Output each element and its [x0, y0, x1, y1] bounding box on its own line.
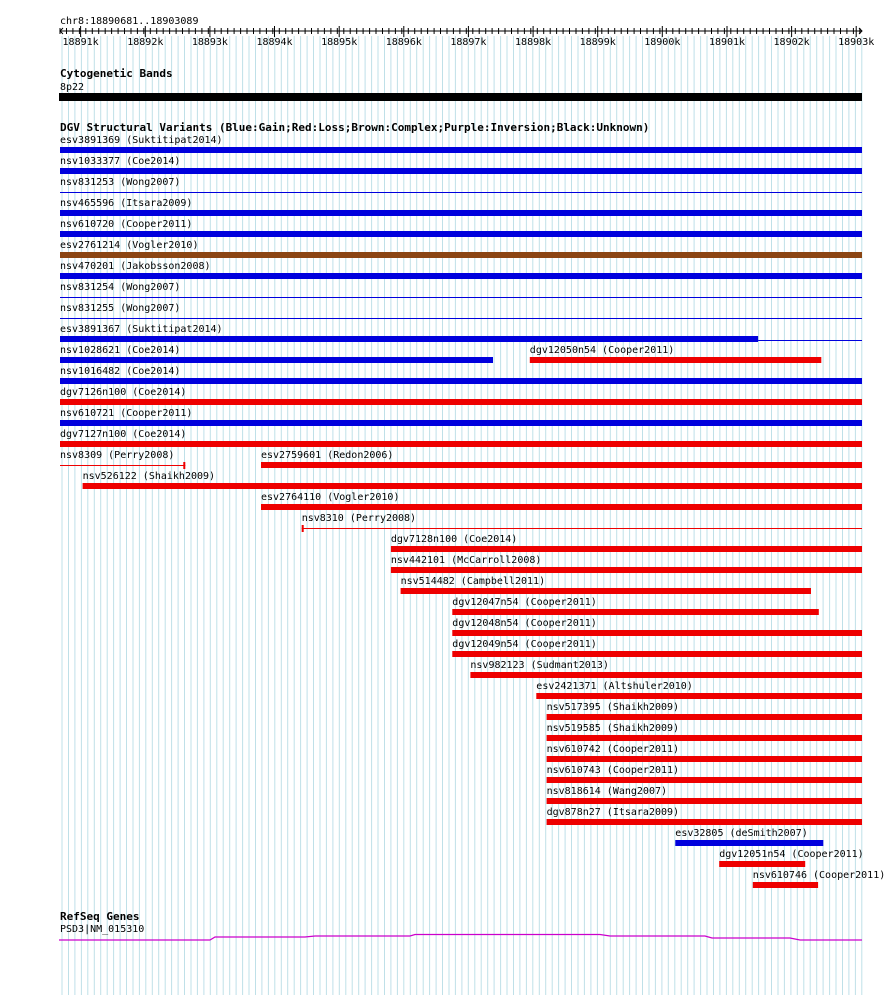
- cytoband-bar[interactable]: [59, 93, 862, 101]
- refseq-gene-line[interactable]: [59, 935, 862, 941]
- variant-bar[interactable]: [547, 735, 862, 741]
- variant-label: nsv519585 (Shaikh2009): [546, 723, 680, 734]
- variant-bar[interactable]: [401, 588, 811, 594]
- variant-label: nsv831255 (Wong2007): [60, 303, 181, 314]
- variant-bar[interactable]: [261, 504, 862, 510]
- variant-label: nsv610742 (Cooper2011): [546, 744, 680, 755]
- variant-bar[interactable]: [60, 357, 493, 363]
- variant-label: nsv831253 (Wong2007): [60, 177, 181, 188]
- variant-bar[interactable]: [719, 861, 805, 867]
- variant-tail-line: [758, 340, 862, 341]
- ruler-tick-label: 18902k: [773, 37, 810, 48]
- variant-label: dgv12047n54 (Cooper2011): [452, 597, 597, 608]
- ruler-tick-label: 18894k: [256, 37, 293, 48]
- ruler-tick-label: 18897k: [450, 37, 487, 48]
- ruler-tick-label: 18901k: [708, 37, 746, 48]
- variant-bar[interactable]: [530, 357, 822, 363]
- variant-label: dgv12049n54 (Cooper2011): [452, 639, 597, 650]
- variant-bar[interactable]: [60, 252, 862, 258]
- variant-label: nsv610746 (Cooper2011): [752, 870, 886, 881]
- variant-bar[interactable]: [60, 273, 862, 279]
- variant-label: dgv7128n100 (Coe2014): [390, 534, 518, 545]
- variant-label: esv2761214 (Vogler2010): [60, 240, 199, 251]
- variant-end-cap: [183, 462, 185, 469]
- variant-bar[interactable]: [547, 819, 862, 825]
- variant-label: nsv1028621 (Coe2014): [60, 345, 181, 356]
- variant-bar[interactable]: [60, 147, 862, 153]
- variant-label: nsv517395 (Shaikh2009): [546, 702, 680, 713]
- variant-bar[interactable]: [60, 441, 862, 447]
- variant-bar[interactable]: [675, 840, 823, 846]
- variant-label: esv2764110 (Vogler2010): [261, 492, 400, 503]
- variant-label: dgv12050n54 (Cooper2011): [529, 345, 675, 356]
- variant-bar[interactable]: [83, 483, 862, 489]
- variant-bar[interactable]: [536, 693, 862, 699]
- variant-label: nsv8310 (Perry2008): [301, 513, 417, 524]
- variant-bar[interactable]: [470, 672, 862, 678]
- variant-bar[interactable]: [391, 546, 862, 552]
- ruler-tick-label: 18893k: [191, 37, 228, 48]
- variant-bar[interactable]: [547, 756, 862, 762]
- variant-bar[interactable]: [60, 399, 862, 405]
- variant-label: nsv610721 (Cooper2011): [60, 408, 193, 419]
- variant-bar[interactable]: [753, 882, 818, 888]
- variant-label: esv32805 (deSmith2007): [675, 828, 808, 839]
- variant-label: dgv878n27 (Itsara2009): [546, 807, 680, 818]
- coordinate-label: chr8:18890681..18903089: [60, 16, 199, 27]
- variant-label: dgv12051n54 (Cooper2011): [719, 849, 864, 860]
- variant-label: nsv610720 (Cooper2011): [60, 219, 193, 230]
- variant-label: esv3891367 (Suktitipat2014): [60, 324, 223, 335]
- variant-label: esv2759601 (Redon2006): [261, 450, 394, 461]
- ruler-tick-label: 18899k: [579, 37, 616, 48]
- variant-label: nsv1016482 (Coe2014): [60, 366, 181, 377]
- variant-line[interactable]: [60, 318, 862, 319]
- variant-label: nsv1033377 (Coe2014): [60, 156, 181, 167]
- variant-bar[interactable]: [391, 567, 862, 573]
- ruler-tick-label: 18892k: [127, 37, 164, 48]
- variant-bar[interactable]: [60, 336, 758, 342]
- variant-bar[interactable]: [60, 210, 862, 216]
- variant-bar[interactable]: [60, 231, 862, 237]
- variant-line[interactable]: [302, 528, 862, 529]
- variant-line[interactable]: [60, 465, 185, 466]
- variant-bar[interactable]: [547, 777, 862, 783]
- variant-bar[interactable]: [60, 420, 862, 426]
- variant-line[interactable]: [60, 297, 862, 298]
- variant-label: dgv7127n100 (Coe2014): [60, 429, 187, 440]
- variant-bar[interactable]: [547, 714, 862, 720]
- variant-label: nsv526122 (Shaikh2009): [82, 471, 216, 482]
- ruler-tick-label: 18903k: [838, 37, 875, 48]
- variant-bar[interactable]: [452, 630, 862, 636]
- variant-bar[interactable]: [60, 378, 862, 384]
- variant-label: dgv12048n54 (Cooper2011): [452, 618, 597, 629]
- variant-bar[interactable]: [60, 168, 862, 174]
- variant-bar[interactable]: [261, 462, 862, 468]
- variant-bar[interactable]: [452, 609, 819, 615]
- variant-label: nsv514482 (Campbell2011): [400, 576, 546, 587]
- variant-bar[interactable]: [547, 798, 862, 804]
- variant-label: nsv465596 (Itsara2009): [60, 198, 193, 209]
- variant-start-cap: [302, 525, 304, 532]
- variant-label: esv2421371 (Altshuler2010): [536, 681, 693, 692]
- cytoband-track-title: Cytogenetic Bands: [60, 67, 173, 80]
- variant-line[interactable]: [60, 192, 862, 193]
- cytoband-label: 8p22: [60, 82, 85, 93]
- variant-bar[interactable]: [452, 651, 862, 657]
- variant-label: nsv610743 (Cooper2011): [546, 765, 680, 776]
- refseq-gene-label: PSD3|NM_015310: [60, 924, 145, 935]
- variant-label: nsv470201 (Jakobsson2008): [60, 261, 211, 272]
- ruler-tick-label: 18898k: [515, 37, 552, 48]
- variant-label: nsv982123 (Sudmant2013): [470, 660, 609, 671]
- variant-label: nsv831254 (Wong2007): [60, 282, 181, 293]
- variant-label: dgv7126n100 (Coe2014): [60, 387, 187, 398]
- ruler-tick-label: 18900k: [644, 37, 681, 48]
- variant-label: esv3891369 (Suktitipat2014): [60, 135, 223, 146]
- refseq-track-title: RefSeq Genes: [60, 910, 140, 923]
- ruler-tick-label: 18891k: [62, 37, 99, 48]
- ruler-tick-label: 18896k: [385, 37, 422, 48]
- variant-label: nsv8309 (Perry2008): [60, 450, 175, 461]
- dgv-track-title: DGV Structural Variants (Blue:Gain;Red:Loss;Brown:Complex;Purple:Inversion;Black:Unknown): [60, 121, 650, 134]
- variant-label: nsv442101 (McCarroll2008): [390, 555, 542, 566]
- ruler-tick-label: 18895k: [321, 37, 358, 48]
- dgv-variant-track: [60, 135, 885, 888]
- variant-label: nsv818614 (Wang2007): [546, 786, 668, 797]
